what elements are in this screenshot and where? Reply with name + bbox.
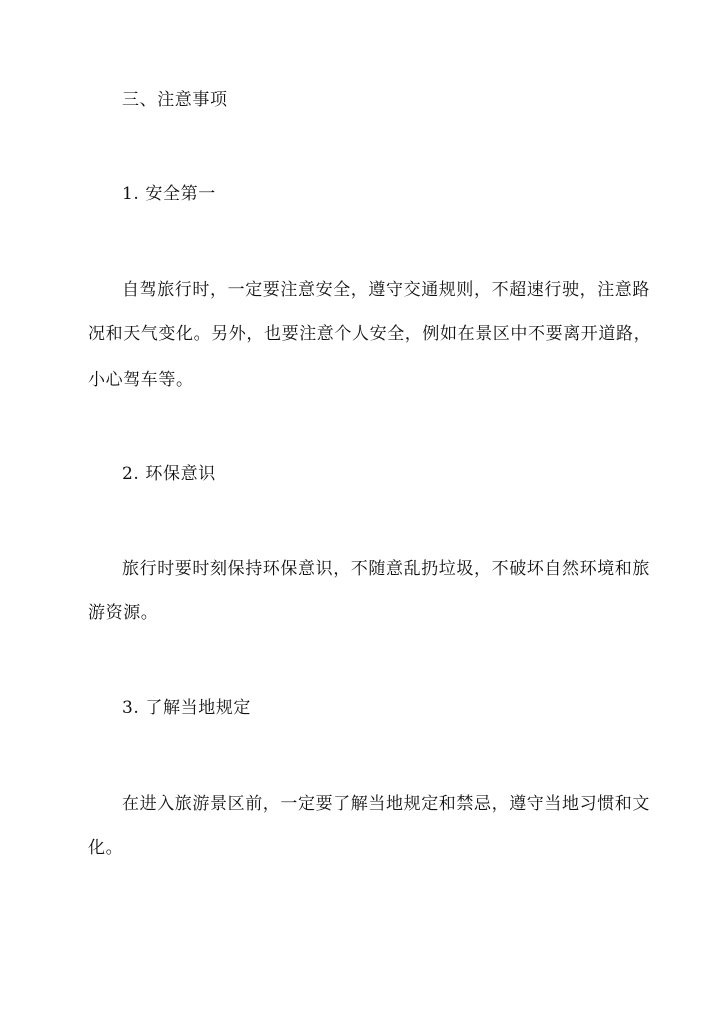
paragraph-line: 况和天气变化。另外，也要注意个人安全，例如在景区中不要离开道路， xyxy=(88,324,652,344)
paragraph-line: 自驾旅行时，一定要注意安全，遵守交通规则，不超速行驶，注意路 xyxy=(122,280,650,300)
item-title-local-rules: 3. 了解当地规定 xyxy=(122,698,252,718)
item-title-safety: 1. 安全第一 xyxy=(122,184,216,204)
paragraph-line: 游资源。 xyxy=(88,603,159,623)
paragraph-line: 化。 xyxy=(88,838,124,858)
paragraph-line: 在进入旅游景区前，一定要了解当地规定和禁忌，遵守当地习惯和文 xyxy=(122,794,650,814)
paragraph-line: 小心驾车等。 xyxy=(88,370,194,390)
item-title-environment: 2. 环保意识 xyxy=(122,464,216,484)
section-heading: 三、注意事项 xyxy=(122,90,228,110)
paragraph-line: 旅行时要时刻保持环保意识，不随意乱扔垃圾，不破坏自然环境和旅 xyxy=(122,559,650,579)
